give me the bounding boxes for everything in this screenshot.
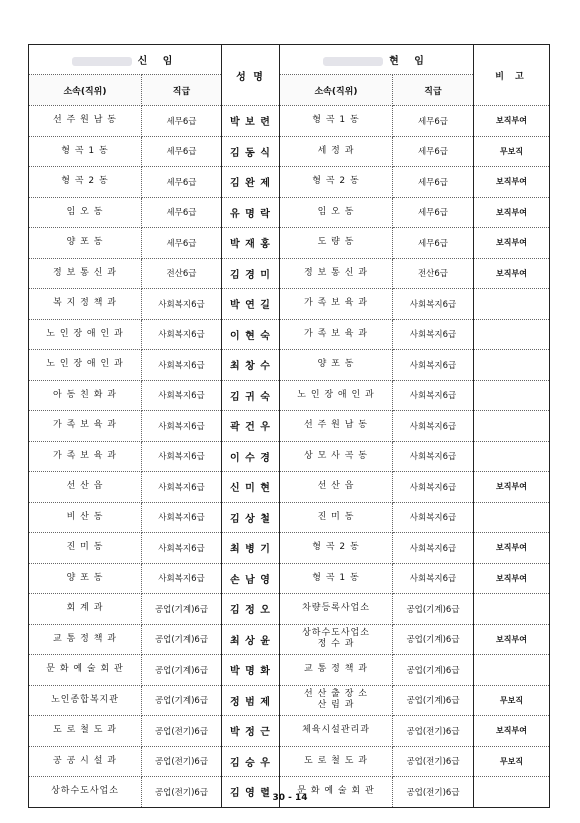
current-dept-cell-line: 체육시설관리과 [302, 725, 370, 736]
current-dept-cell-line: 상 모 사 곡 동 [304, 450, 368, 461]
table-row [29, 136, 550, 167]
new-dept-cell-line: 선 주 원 남 동 [53, 115, 117, 126]
new-dept-cell [29, 746, 142, 777]
table-row [29, 716, 550, 747]
note-cell: 보직부여 [474, 716, 550, 747]
name-cell: 김 정 오 [222, 594, 280, 625]
new-dept-cell-line: 가 족 보 육 과 [53, 450, 117, 461]
table-row [29, 289, 550, 320]
table-row [29, 106, 550, 137]
new-dept-cell [29, 136, 142, 167]
table-row [29, 533, 550, 564]
new-post-header [29, 45, 222, 75]
current-grade-cell: 사회복지6급 [393, 350, 474, 381]
roster-body [29, 106, 550, 808]
new-grade-cell: 사회복지6급 [142, 380, 222, 411]
name-cell: 김 완 제 [222, 167, 280, 198]
name-cell: 손 남 영 [222, 563, 280, 594]
new-grade-cell: 사회복지6급 [142, 411, 222, 442]
current-dept-cell [280, 197, 393, 228]
new-dept-cell [29, 350, 142, 381]
note-cell [474, 319, 550, 350]
current-dept-cell [280, 716, 393, 747]
new-dept-cell [29, 380, 142, 411]
note-cell: 보직부여 [474, 624, 550, 655]
note-cell: 보직부여 [474, 533, 550, 564]
new-dept-cell-line: 복 지 정 책 과 [53, 298, 117, 309]
current-dept-cell [280, 228, 393, 259]
current-grade-cell: 공업(기계)6급 [393, 685, 474, 716]
new-grade-cell: 세무6급 [142, 228, 222, 259]
note-cell [474, 655, 550, 686]
table-row [29, 167, 550, 198]
new-dept-cell-line: 노 인 장 애 인 과 [46, 328, 124, 339]
current-dept-cell-line: 정 수 과 [317, 639, 355, 650]
new-dept-cell [29, 258, 142, 289]
new-dept-cell-line: 양 포 동 [66, 572, 104, 583]
name-cell: 곽 건 우 [222, 411, 280, 442]
new-dept-cell [29, 319, 142, 350]
note-cell: 보직부여 [474, 106, 550, 137]
new-grade-cell: 사회복지6급 [142, 533, 222, 564]
new-dept-cell-line: 정 보 통 신 과 [53, 267, 117, 278]
table-row [29, 563, 550, 594]
current-grade-cell: 사회복지6급 [393, 533, 474, 564]
name-cell: 최 상 윤 [222, 624, 280, 655]
current-dept-cell-line: 산 림 과 [317, 700, 355, 711]
new-dept-cell-line: 교 통 정 책 과 [53, 633, 117, 644]
table-row [29, 380, 550, 411]
new-dept-cell-line: 회 계 과 [66, 603, 104, 614]
current-dept-cell-line: 임 오 동 [317, 206, 355, 217]
current-dept-cell-line: 형 곡 1 동 [312, 572, 360, 583]
new-grade-cell: 사회복지6급 [142, 502, 222, 533]
new-dept-cell [29, 289, 142, 320]
new-post-label: 신 임 [137, 56, 179, 67]
new-grade-cell: 공업(기계)6급 [142, 594, 222, 625]
new-dept-cell [29, 197, 142, 228]
current-grade-cell: 사회복지6급 [393, 289, 474, 320]
table-row [29, 319, 550, 350]
new-dept-cell-line: 아 동 친 화 과 [53, 389, 117, 400]
current-grade-cell: 전산6급 [393, 258, 474, 289]
new-grade-cell: 세무6급 [142, 106, 222, 137]
blurred-text [323, 57, 383, 66]
name-cell: 박 재 홍 [222, 228, 280, 259]
new-dept-cell [29, 685, 142, 716]
current-grade-cell: 사회복지6급 [393, 563, 474, 594]
note-cell: 보직부여 [474, 197, 550, 228]
new-dept-cell-line: 공 공 시 설 과 [53, 755, 117, 766]
note-cell: 보직부여 [474, 258, 550, 289]
new-grade-cell: 공업(전기)6급 [142, 777, 222, 808]
note-cell [474, 594, 550, 625]
current-dept-cell [280, 136, 393, 167]
table-row [29, 228, 550, 259]
current-grade-cell: 공업(기계)6급 [393, 655, 474, 686]
current-dept-cell-line: 형 곡 2 동 [312, 542, 360, 553]
name-cell: 최 병 기 [222, 533, 280, 564]
current-dept-cell [280, 289, 393, 320]
current-grade-cell: 사회복지6급 [393, 411, 474, 442]
name-cell: 김 동 식 [222, 136, 280, 167]
new-dept-cell-line: 상하수도사업소 [51, 786, 119, 797]
new-dept-cell [29, 533, 142, 564]
table-row [29, 594, 550, 625]
new-grade-cell: 사회복지6급 [142, 350, 222, 381]
name-cell: 김 승 우 [222, 746, 280, 777]
new-grade-cell: 세무6급 [142, 136, 222, 167]
note-cell [474, 502, 550, 533]
new-grade-cell: 전산6급 [142, 258, 222, 289]
table-row [29, 441, 550, 472]
current-grade-cell: 세무6급 [393, 106, 474, 137]
personnel-roster-table [28, 44, 550, 808]
current-dept-header: 소속(직위) [280, 75, 393, 106]
current-dept-cell-line: 도 량 동 [317, 237, 355, 248]
current-dept-cell [280, 319, 393, 350]
current-dept-cell-line: 가 족 보 육 과 [304, 328, 368, 339]
table-row [29, 502, 550, 533]
new-grade-cell: 세무6급 [142, 197, 222, 228]
current-dept-cell-line: 교 통 정 책 과 [304, 664, 368, 675]
new-dept-cell-line: 양 포 동 [66, 237, 104, 248]
note-cell: 보직부여 [474, 563, 550, 594]
new-dept-cell-line: 임 오 동 [66, 206, 104, 217]
table-row [29, 685, 550, 716]
current-dept-cell [280, 441, 393, 472]
current-grade-cell: 공업(전기)6급 [393, 716, 474, 747]
new-grade-cell: 사회복지6급 [142, 472, 222, 503]
new-grade-cell: 공업(전기)6급 [142, 746, 222, 777]
current-dept-cell-line: 세 정 과 [317, 145, 355, 156]
name-cell: 최 창 수 [222, 350, 280, 381]
current-grade-cell: 사회복지6급 [393, 441, 474, 472]
new-dept-cell-line: 진 미 동 [66, 542, 104, 553]
current-dept-cell [280, 594, 393, 625]
note-cell: 무보직 [474, 685, 550, 716]
current-dept-cell-line: 형 곡 2 동 [312, 176, 360, 187]
current-post-header [280, 45, 474, 75]
new-dept-cell [29, 655, 142, 686]
note-cell: 무보직 [474, 136, 550, 167]
new-dept-cell-line: 문 화 예 술 회 관 [46, 664, 124, 675]
new-dept-cell-line: 노 인 장 애 인 과 [46, 359, 124, 370]
current-grade-cell: 사회복지6급 [393, 319, 474, 350]
new-dept-cell-line: 가 족 보 육 과 [53, 420, 117, 431]
note-header: 비 고 [474, 45, 550, 106]
name-cell: 신 미 현 [222, 472, 280, 503]
current-dept-cell-line: 선 주 원 남 동 [304, 420, 368, 431]
new-grade-cell: 공업(기계)6급 [142, 655, 222, 686]
current-grade-cell: 세무6급 [393, 197, 474, 228]
current-dept-cell-line: 진 미 동 [317, 511, 355, 522]
table-row [29, 472, 550, 503]
table-row [29, 746, 550, 777]
name-cell: 이 수 경 [222, 441, 280, 472]
current-dept-cell-line: 형 곡 1 동 [312, 115, 360, 126]
note-cell [474, 411, 550, 442]
current-dept-cell-line: 차량등록사업소 [302, 603, 370, 614]
name-cell: 김 상 철 [222, 502, 280, 533]
new-dept-cell [29, 563, 142, 594]
current-grade-cell: 사회복지6급 [393, 380, 474, 411]
current-dept-cell [280, 685, 393, 716]
current-dept-cell [280, 411, 393, 442]
current-dept-cell-line: 도 로 철 도 과 [304, 755, 368, 766]
current-dept-cell-line: 선 산 읍 [317, 481, 355, 492]
name-cell: 김 경 미 [222, 258, 280, 289]
new-grade-cell: 사회복지6급 [142, 441, 222, 472]
new-dept-cell [29, 228, 142, 259]
table-row [29, 350, 550, 381]
new-dept-cell [29, 502, 142, 533]
name-cell: 유 명 락 [222, 197, 280, 228]
current-dept-cell-line: 양 포 동 [317, 359, 355, 370]
current-dept-cell-line: 가 족 보 육 과 [304, 298, 368, 309]
current-dept-cell [280, 746, 393, 777]
current-dept-cell-line: 선 산 출 장 소 [304, 689, 368, 700]
note-cell [474, 441, 550, 472]
new-grade-cell: 세무6급 [142, 167, 222, 198]
name-cell: 박 정 근 [222, 716, 280, 747]
name-cell: 박 연 길 [222, 289, 280, 320]
current-grade-cell: 공업(전기)6급 [393, 777, 474, 808]
new-dept-cell-line: 도 로 철 도 과 [53, 725, 117, 736]
table-row [29, 624, 550, 655]
new-grade-cell: 사회복지6급 [142, 319, 222, 350]
note-cell [474, 380, 550, 411]
current-dept-cell [280, 624, 393, 655]
new-dept-cell [29, 106, 142, 137]
current-dept-cell [280, 167, 393, 198]
new-grade-cell: 사회복지6급 [142, 563, 222, 594]
new-grade-cell: 공업(기계)6급 [142, 685, 222, 716]
new-dept-cell-line: 형 곡 2 동 [61, 176, 109, 187]
current-dept-cell-line: 노 인 장 애 인 과 [297, 389, 375, 400]
new-grade-header: 직급 [142, 75, 222, 106]
current-dept-cell [280, 563, 393, 594]
current-dept-cell [280, 502, 393, 533]
note-cell: 보직부여 [474, 167, 550, 198]
new-dept-cell [29, 441, 142, 472]
name-cell: 김 귀 숙 [222, 380, 280, 411]
name-cell: 김 영 렬 [222, 777, 280, 808]
current-grade-cell: 세무6급 [393, 136, 474, 167]
new-grade-cell: 공업(기계)6급 [142, 624, 222, 655]
current-dept-cell [280, 350, 393, 381]
note-cell [474, 350, 550, 381]
new-grade-cell: 공업(전기)6급 [142, 716, 222, 747]
table-row [29, 258, 550, 289]
current-dept-cell [280, 106, 393, 137]
note-cell [474, 289, 550, 320]
current-grade-cell: 공업(기계)6급 [393, 624, 474, 655]
current-grade-cell: 사회복지6급 [393, 472, 474, 503]
blurred-text [72, 57, 132, 66]
current-grade-cell: 공업(기계)6급 [393, 594, 474, 625]
new-dept-cell [29, 472, 142, 503]
new-dept-cell-line: 노인종합복지관 [51, 694, 119, 705]
new-dept-cell [29, 594, 142, 625]
page-number: 30 - 14 [272, 793, 308, 803]
table-row [29, 197, 550, 228]
table-row [29, 655, 550, 686]
new-dept-cell [29, 167, 142, 198]
name-cell: 이 현 숙 [222, 319, 280, 350]
new-dept-cell-line: 형 곡 1 동 [61, 145, 109, 156]
note-cell: 보직부여 [474, 472, 550, 503]
name-cell: 박 보 련 [222, 106, 280, 137]
current-dept-cell [280, 258, 393, 289]
current-dept-cell [280, 472, 393, 503]
current-grade-cell: 세무6급 [393, 228, 474, 259]
new-dept-cell [29, 624, 142, 655]
current-dept-cell-line: 문 화 예 술 회 관 [297, 786, 375, 797]
new-dept-cell [29, 411, 142, 442]
new-dept-cell-line: 선 산 읍 [66, 481, 104, 492]
current-dept-cell-line: 정 보 통 신 과 [304, 267, 368, 278]
name-cell: 박 명 화 [222, 655, 280, 686]
current-dept-cell [280, 533, 393, 564]
current-dept-cell [280, 380, 393, 411]
current-dept-cell [280, 655, 393, 686]
current-grade-header: 직급 [393, 75, 474, 106]
note-cell: 무보직 [474, 746, 550, 777]
current-grade-cell: 공업(전기)6급 [393, 746, 474, 777]
name-cell: 정 범 제 [222, 685, 280, 716]
name-header: 성 명 [222, 45, 280, 106]
note-cell: 보직부여 [474, 228, 550, 259]
new-grade-cell: 사회복지6급 [142, 289, 222, 320]
current-grade-cell: 세무6급 [393, 167, 474, 198]
current-post-label: 현 임 [389, 56, 430, 67]
current-grade-cell: 사회복지6급 [393, 502, 474, 533]
table-row [29, 411, 550, 442]
new-dept-cell-line: 비 산 동 [66, 511, 104, 522]
current-dept-cell-line: 상하수도사업소 [302, 628, 370, 639]
new-dept-cell [29, 716, 142, 747]
new-dept-header: 소속(직위) [29, 75, 142, 106]
